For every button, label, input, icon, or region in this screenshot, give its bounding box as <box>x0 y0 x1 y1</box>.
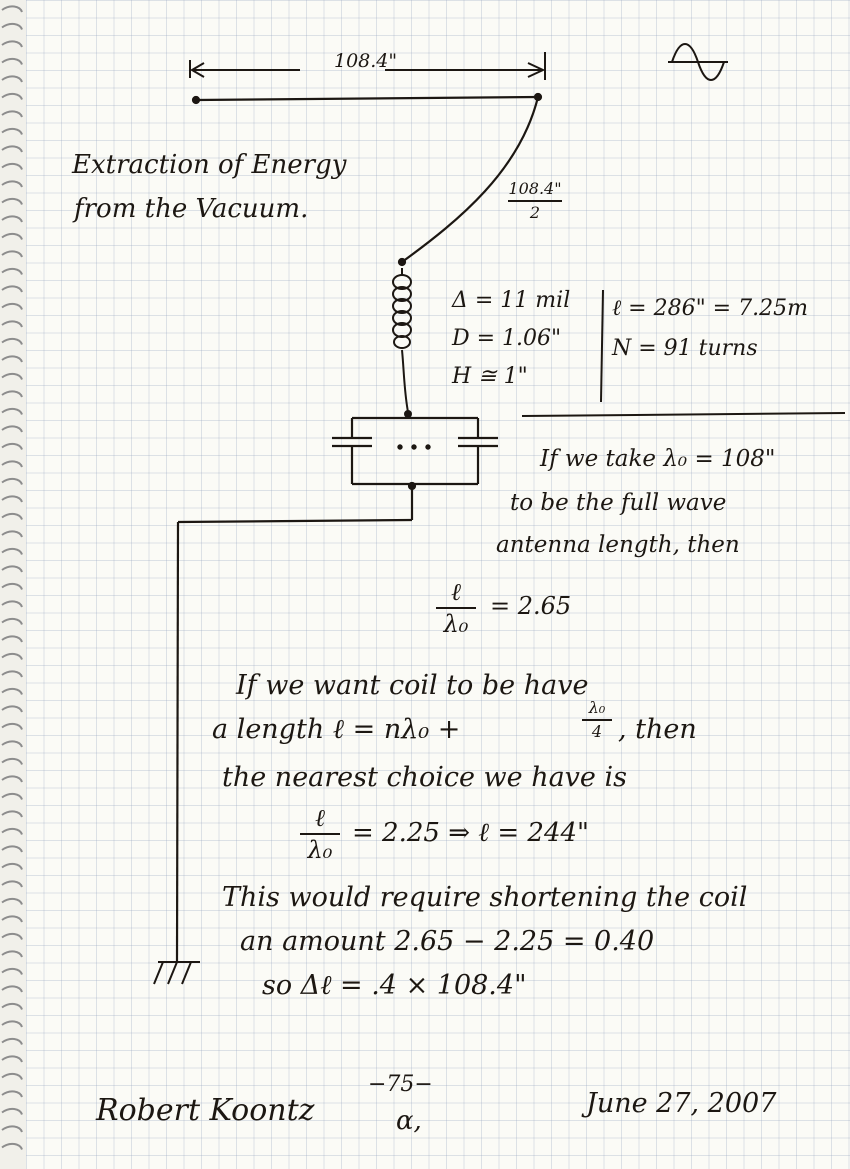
spiral-ring <box>2 811 22 817</box>
spiral-ring <box>2 111 22 117</box>
spiral-ring <box>2 1074 22 1080</box>
spiral-ring <box>2 601 22 607</box>
spiral-ring <box>2 339 22 345</box>
fraction-bar <box>582 719 612 721</box>
spiral-ring <box>2 6 22 12</box>
coil-wire-size: Δ = 11 mil <box>452 288 571 313</box>
spiral-ring <box>2 24 22 30</box>
quarter-wave-fraction <box>582 700 612 740</box>
ratio-fraction-1 <box>436 580 476 636</box>
half-length-denominator: 2 <box>529 203 541 222</box>
spiral-ring <box>2 531 22 537</box>
half-length-numerator: 108.4" <box>508 179 562 198</box>
spiral-ring <box>2 181 22 187</box>
spiral-ring <box>2 391 22 397</box>
spiral-ring <box>2 286 22 292</box>
spiral-ring <box>2 724 22 730</box>
spiral-ring <box>2 899 22 905</box>
spiral-ring <box>2 1039 22 1045</box>
spiral-ring <box>2 1004 22 1010</box>
spiral-ring <box>2 916 22 922</box>
spiral-ring <box>2 409 22 415</box>
spiral-ring <box>2 304 22 310</box>
spiral-ring <box>2 41 22 47</box>
spiral-ring <box>2 636 22 642</box>
coil-diameter: D = 1.06" <box>452 326 562 351</box>
signature: Robert Koontz <box>96 1093 315 1128</box>
text-line: a length ℓ = nλ₀ + <box>212 714 461 745</box>
ratio-value-1: = 2.65 <box>490 592 572 620</box>
spiral-ring <box>2 829 22 835</box>
ground-symbol-icon <box>154 962 200 984</box>
spiral-ring <box>2 444 22 450</box>
page-title-line-1: Extraction of Energy <box>72 150 347 180</box>
ratio-denominator: λ₀ <box>443 610 469 638</box>
spiral-ring <box>2 146 22 152</box>
spiral-ring <box>2 129 22 135</box>
spiral-ring <box>2 216 22 222</box>
spiral-ring <box>2 584 22 590</box>
text-line: If we take λ₀ = 108" <box>540 446 776 472</box>
spiral-ring <box>2 1126 22 1132</box>
spiral-ring <box>2 76 22 82</box>
spiral-ring <box>2 374 22 380</box>
spiral-ring <box>2 671 22 677</box>
date: June 27, 2007 <box>586 1088 777 1119</box>
spiral-ring <box>2 59 22 65</box>
spiral-ring <box>2 269 22 275</box>
spiral-ring <box>2 741 22 747</box>
spiral-ring <box>2 164 22 170</box>
page-number: −75− <box>368 1072 433 1097</box>
spiral-ring <box>2 426 22 432</box>
ratio-denominator: λ₀ <box>307 836 333 864</box>
fraction-bar <box>300 833 340 835</box>
text-line: to be the full wave <box>510 490 727 516</box>
spiral-ring <box>2 251 22 257</box>
spiral-ring <box>2 1021 22 1027</box>
half-length-fraction <box>508 181 562 221</box>
text-line: If we want coil to be have <box>236 670 589 701</box>
spiral-ring <box>2 514 22 520</box>
spiral-ring <box>2 566 22 572</box>
quarter-denominator: 4 <box>591 722 603 741</box>
spiral-ring <box>2 776 22 782</box>
spiral-ring <box>2 951 22 957</box>
capacitor-bank <box>332 418 498 484</box>
spiral-ring <box>2 1144 22 1150</box>
spiral-ring <box>2 549 22 555</box>
spiral-ring <box>2 199 22 205</box>
spiral-ring <box>2 94 22 100</box>
text-line: so Δℓ = .4 × 108.4" <box>262 970 527 1001</box>
spiral-ring <box>2 619 22 625</box>
text-line: , then <box>618 714 697 745</box>
spiral-ring <box>2 846 22 852</box>
ratio-numerator: ℓ <box>315 804 325 832</box>
ratio-numerator: ℓ <box>451 578 461 606</box>
fraction-bar <box>508 200 562 202</box>
spiral-rings <box>2 6 22 1149</box>
text-line: antenna length, then <box>496 532 740 558</box>
spiral-ring <box>2 759 22 765</box>
spiral-ring <box>2 881 22 887</box>
text-line: an amount 2.65 − 2.25 = 0.40 <box>240 926 655 957</box>
ratio-fraction-2 <box>300 806 340 862</box>
spiral-ring <box>2 321 22 327</box>
coil-length: ℓ = 286" = 7.25m <box>612 296 808 321</box>
spiral-ring <box>2 1109 22 1115</box>
page-mark: α, <box>396 1106 422 1136</box>
text-line: the nearest choice we have is <box>222 762 627 793</box>
page-title-line-2: from the Vacuum. <box>74 194 309 224</box>
spiral-ring <box>2 864 22 870</box>
spiral-ring <box>2 461 22 467</box>
spiral-ring <box>2 654 22 660</box>
dimension-label: 108.4" <box>334 50 398 72</box>
spiral-ring <box>2 969 22 975</box>
spiral-ring <box>2 356 22 362</box>
sine-wave-icon <box>668 44 728 80</box>
spiral-ring <box>2 1091 22 1097</box>
spiral-ring <box>2 934 22 940</box>
spiral-ring <box>2 689 22 695</box>
spiral-ring <box>2 794 22 800</box>
spiral-ring <box>2 986 22 992</box>
spiral-ring <box>2 706 22 712</box>
coil-height: H ≅ 1" <box>452 364 528 389</box>
coil-inductor <box>393 268 411 417</box>
spiral-ring <box>2 479 22 485</box>
spiral-ring <box>2 234 22 240</box>
spiral-ring <box>2 1056 22 1062</box>
coil-turns: N = 91 turns <box>612 336 758 361</box>
quarter-numerator: λ₀ <box>588 698 606 717</box>
spiral-ring <box>2 496 22 502</box>
ratio-value-2: = 2.25 ⇒ ℓ = 244" <box>352 818 589 848</box>
fraction-bar <box>436 607 476 609</box>
text-line: This would require shortening the coil <box>222 882 748 913</box>
